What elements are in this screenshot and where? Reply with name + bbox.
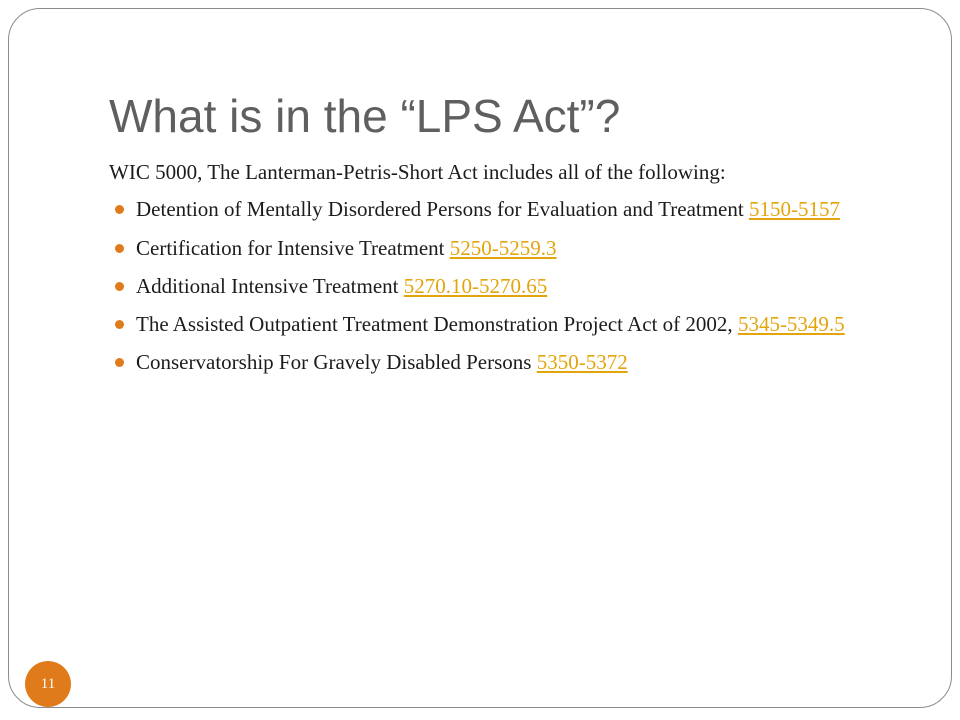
code-section-link[interactable]: 5270.10-5270.65 — [403, 273, 548, 298]
bullet-text: Additional Intensive Treatment — [136, 273, 404, 298]
slide-title: What is in the “LPS Act”? — [109, 90, 621, 142]
bullet-text: Certification for Intensive Treatment — [136, 235, 450, 260]
bullet-item-assisted-outpatient — [109, 311, 909, 337]
bullet-item-conservatorship — [109, 349, 909, 375]
slide-frame — [8, 8, 952, 708]
bullet-item-additional-treatment — [109, 273, 909, 299]
code-section-link[interactable]: 5350-5372 — [536, 350, 628, 375]
bullet-item-detention — [109, 196, 909, 222]
bullet-dot-icon — [115, 358, 124, 367]
code-section-link[interactable]: 5250-5259.3 — [449, 235, 557, 260]
slide-content — [109, 159, 909, 388]
bullet-item-certification — [109, 235, 909, 261]
bullet-text: The Assisted Outpatient Treatment Demonstration Project Act of 2002, — [136, 312, 738, 336]
bullet-dot-icon — [115, 320, 124, 329]
bullet-list — [109, 196, 909, 375]
bullet-text: Conservatorship For Gravely Disabled Persons — [136, 350, 537, 375]
bullet-dot-icon — [115, 282, 124, 291]
intro-text: WIC 5000, The Lanterman-Petris-Short Act includes all of the following: — [109, 160, 726, 184]
code-section-link[interactable]: 5345-5349.5 — [737, 312, 845, 336]
code-section-link[interactable]: 5150-5157 — [748, 197, 840, 222]
slide-number-badge: 11 — [25, 661, 71, 707]
bullet-dot-icon — [115, 244, 124, 253]
bullet-text: Detention of Mentally Disordered Persons for Evaluation and Treatment — [136, 197, 749, 222]
bullet-dot-icon — [115, 205, 124, 214]
